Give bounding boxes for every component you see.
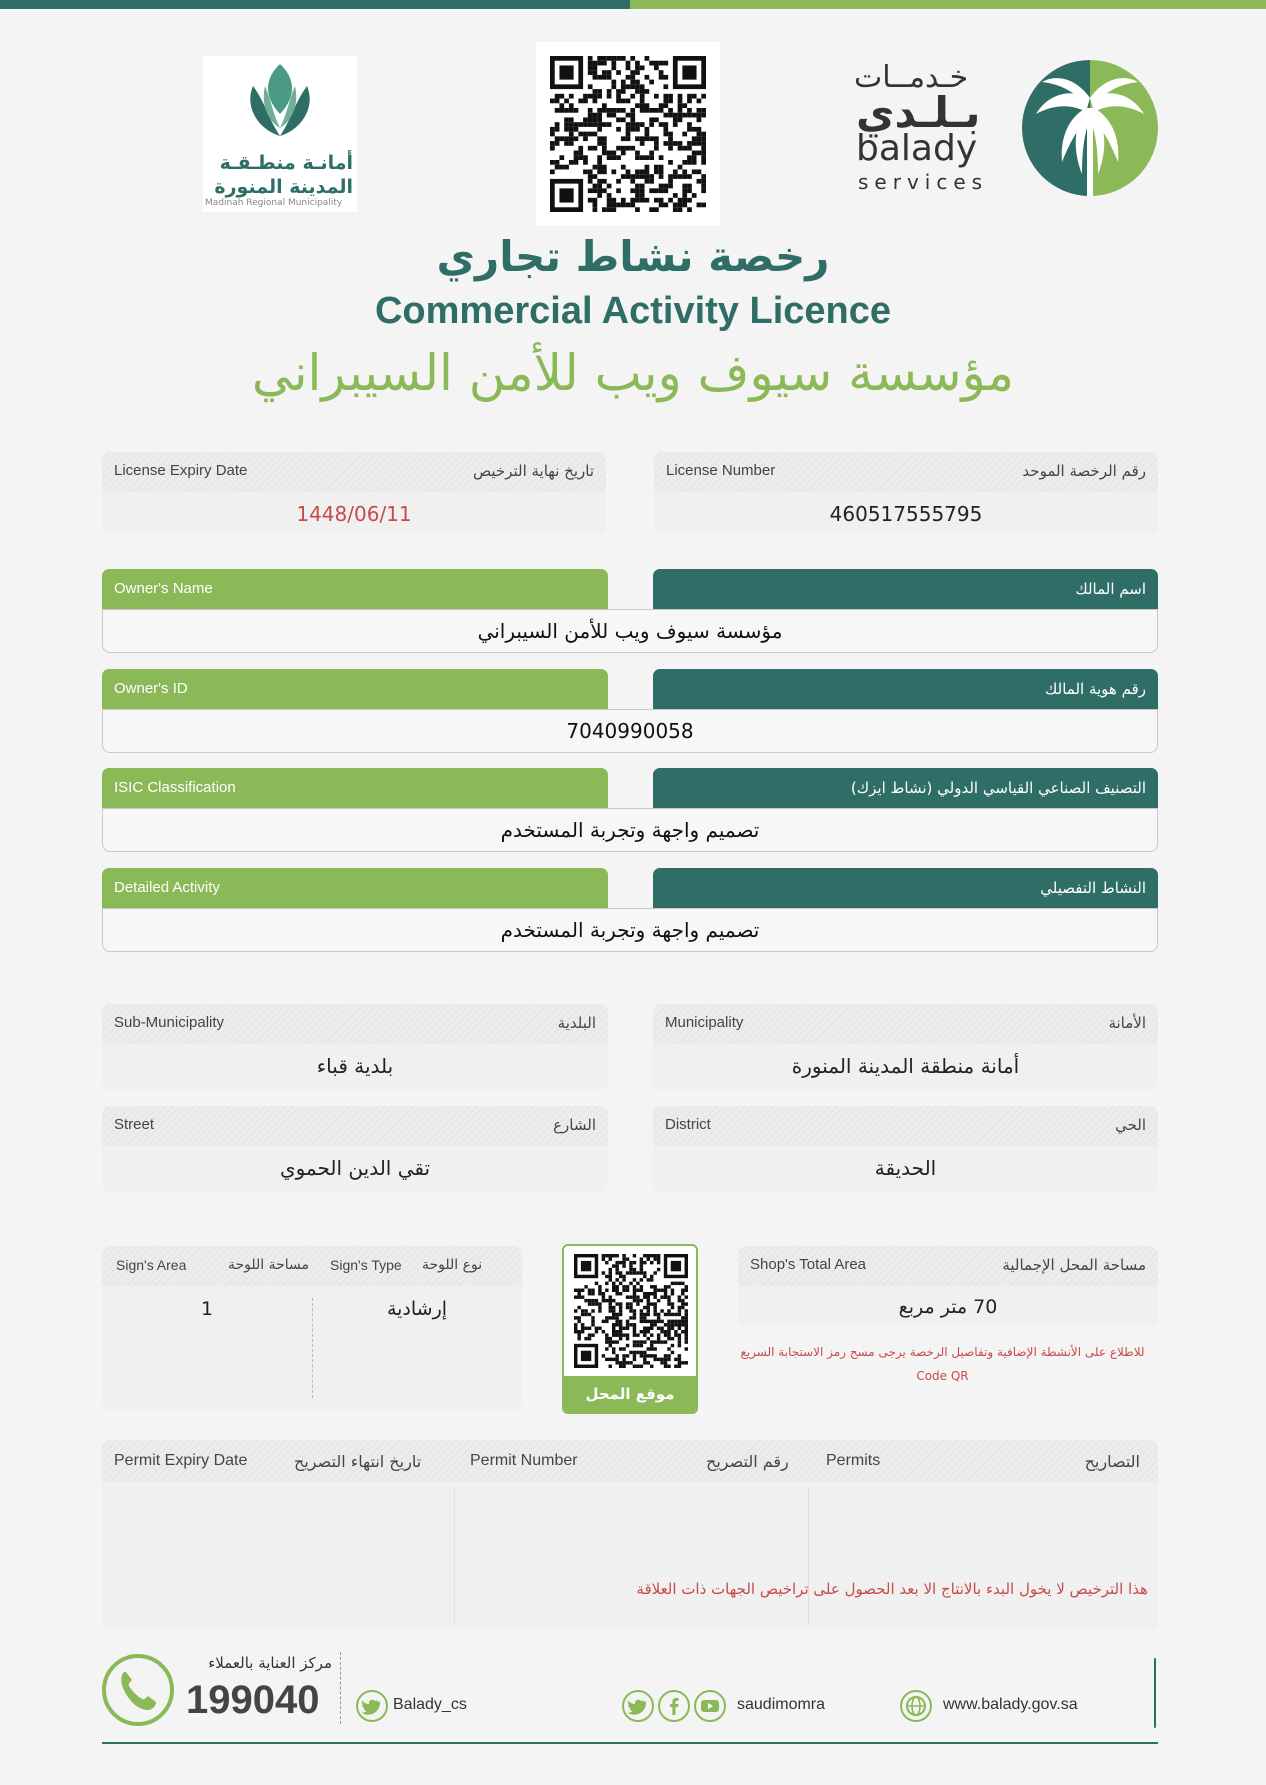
permits-box: [102, 1440, 1158, 1630]
twitter-icon[interactable]: [356, 1690, 388, 1722]
social-handle[interactable]: saudimomra: [737, 1696, 826, 1713]
madinah-logo-line1: أمانـة منطـقـة: [219, 152, 353, 174]
twitter-icon[interactable]: [622, 1690, 654, 1722]
shop-location-qr[interactable]: [562, 1244, 698, 1414]
sub-municipality-box: [102, 1004, 608, 1090]
phone-icon: [100, 1652, 176, 1728]
owner-name-header-ar: اسم المالك: [653, 569, 1158, 609]
street-box: [102, 1106, 608, 1192]
madinah-municipality-logo: [203, 56, 357, 212]
permit-expiry-label-en: Permit Expiry Date: [114, 1452, 248, 1469]
owner-name-header-en: Owner's Name: [102, 569, 608, 609]
business-name-title: مؤسسة سيوف ويب للأمن السيبراني: [251, 344, 1015, 402]
license-expiry-label-en: License Expiry Date: [114, 462, 248, 479]
owner-id-header-en: Owner's ID: [102, 669, 608, 709]
isic-value: تصميم واجهة وتجربة المستخدم: [102, 808, 1158, 852]
balady-en-services: services: [858, 170, 989, 194]
activity-value: تصميم واجهة وتجربة المستخدم: [102, 908, 1158, 952]
balady-palm-emblem-icon: [1020, 58, 1160, 198]
facebook-icon[interactable]: [658, 1690, 690, 1722]
permit-expiry-label-ar: تاريخ انتهاء التصريح: [294, 1452, 422, 1471]
permit-number-label-en: Permit Number: [470, 1452, 578, 1469]
title-arabic: رخصة نشاط تجاري: [436, 232, 830, 281]
madinah-logo-line2: المدينة المنورة: [214, 176, 353, 198]
sub-municipality-label-en: Sub-Municipality: [114, 1014, 225, 1031]
sign-area-label-ar: مساحة اللوحة: [228, 1257, 310, 1273]
permits-label-en: Permits: [826, 1452, 881, 1469]
customer-care-number[interactable]: 199040: [186, 1678, 320, 1722]
street-label-ar: الشارع: [553, 1116, 596, 1134]
municipality-value: أمانة منطقة المدينة المنورة: [791, 1054, 1020, 1078]
street-value: تقي الدين الحموي: [279, 1156, 431, 1180]
owner-id-header-ar: رقم هوية المالك: [653, 669, 1158, 709]
shop-area-label-ar: مساحة المحل الإجمالية: [1002, 1256, 1146, 1274]
permits-label-ar: التصاريح: [1084, 1452, 1140, 1471]
sign-area-label-en: Sign's Area: [116, 1257, 187, 1273]
balady-ar-name: بـلـدي: [856, 88, 981, 137]
license-number-value: 460517555795: [829, 502, 983, 526]
license-qr-code[interactable]: [536, 42, 720, 226]
isic-header-en: ISIC Classification: [102, 768, 608, 808]
shop-area-label-en: Shop's Total Area: [750, 1256, 867, 1273]
license-number-label-en: License Number: [666, 462, 776, 479]
madinah-leaf-icon: [203, 56, 357, 148]
sub-municipality-value: بلدية قباء: [316, 1054, 394, 1078]
sign-box: [102, 1246, 522, 1410]
balady-ar-services: خـدمــات: [854, 60, 969, 95]
top-color-bar: [0, 0, 1266, 9]
shop-location-label: موقع المحل: [564, 1376, 696, 1412]
twitter-handle[interactable]: Balady_cs: [393, 1696, 467, 1713]
sub-municipality-label-ar: البلدية: [557, 1014, 596, 1032]
owner-id-value: 7040990058: [102, 709, 1158, 753]
district-label-ar: الحي: [1115, 1116, 1146, 1134]
municipality-label-ar: الأمانة: [1108, 1014, 1146, 1032]
qr-scan-note: للاطلاع على الأنشطة الإضافية وتفاصيل الرخصة يرجى مسح رمز الاستجابة السريع Code QR: [740, 1345, 1145, 1383]
permit-number-label-ar: رقم التصريح: [706, 1452, 789, 1471]
isic-header-ar: التصنيف الصناعي القياسي الدولي (نشاط ايزك): [653, 768, 1158, 808]
globe-icon[interactable]: [900, 1690, 932, 1722]
district-value: الحديقة: [874, 1156, 937, 1180]
license-number-box: [654, 452, 1158, 534]
madinah-logo-en: Madinah Regional Municipality: [205, 198, 343, 208]
street-label-en: Street: [114, 1116, 155, 1133]
district-box: [653, 1106, 1158, 1192]
footer-divider: [102, 1742, 1158, 1744]
owner-name-value: مؤسسة سيوف ويب للأمن السيبراني: [102, 609, 1158, 653]
youtube-icon[interactable]: [694, 1690, 726, 1722]
activity-header-en: Detailed Activity: [102, 868, 608, 908]
district-label-en: District: [665, 1116, 711, 1133]
activity-header-ar: النشاط التفصيلي: [653, 868, 1158, 908]
qr-code-icon: [574, 1254, 688, 1368]
license-expiry-box: [102, 452, 606, 534]
balady-en-name: balady: [856, 128, 978, 169]
municipality-label-en: Municipality: [665, 1014, 744, 1031]
license-expiry-value: 1448/06/11: [296, 502, 412, 526]
website-link[interactable]: www.balady.gov.sa: [943, 1696, 1078, 1713]
sign-type-value: إرشادية: [386, 1298, 448, 1320]
title-english: Commercial Activity Licence: [374, 290, 892, 332]
municipality-box: [653, 1004, 1158, 1090]
shop-area-box: [738, 1246, 1158, 1326]
shop-area-value: 70 متر مربع: [898, 1296, 998, 1318]
sign-area-value: 1: [200, 1298, 214, 1320]
license-number-label-ar: رقم الرخصة الموحد: [1022, 462, 1146, 480]
license-expiry-label-ar: تاريخ نهاية الترخيص: [473, 462, 594, 480]
sign-type-label-ar: نوع اللوحة: [422, 1257, 483, 1273]
qr-code-icon: [550, 56, 706, 212]
sign-type-label-en: Sign's Type: [330, 1257, 402, 1273]
permit-disclaimer: هذا الترخيص لا يخول البدء بالانتاج الا بعد الحصول على تراخيص الجهات ذات العلاقة: [636, 1580, 1148, 1598]
customer-care-label: مركز العناية بالعملاء: [208, 1654, 332, 1672]
